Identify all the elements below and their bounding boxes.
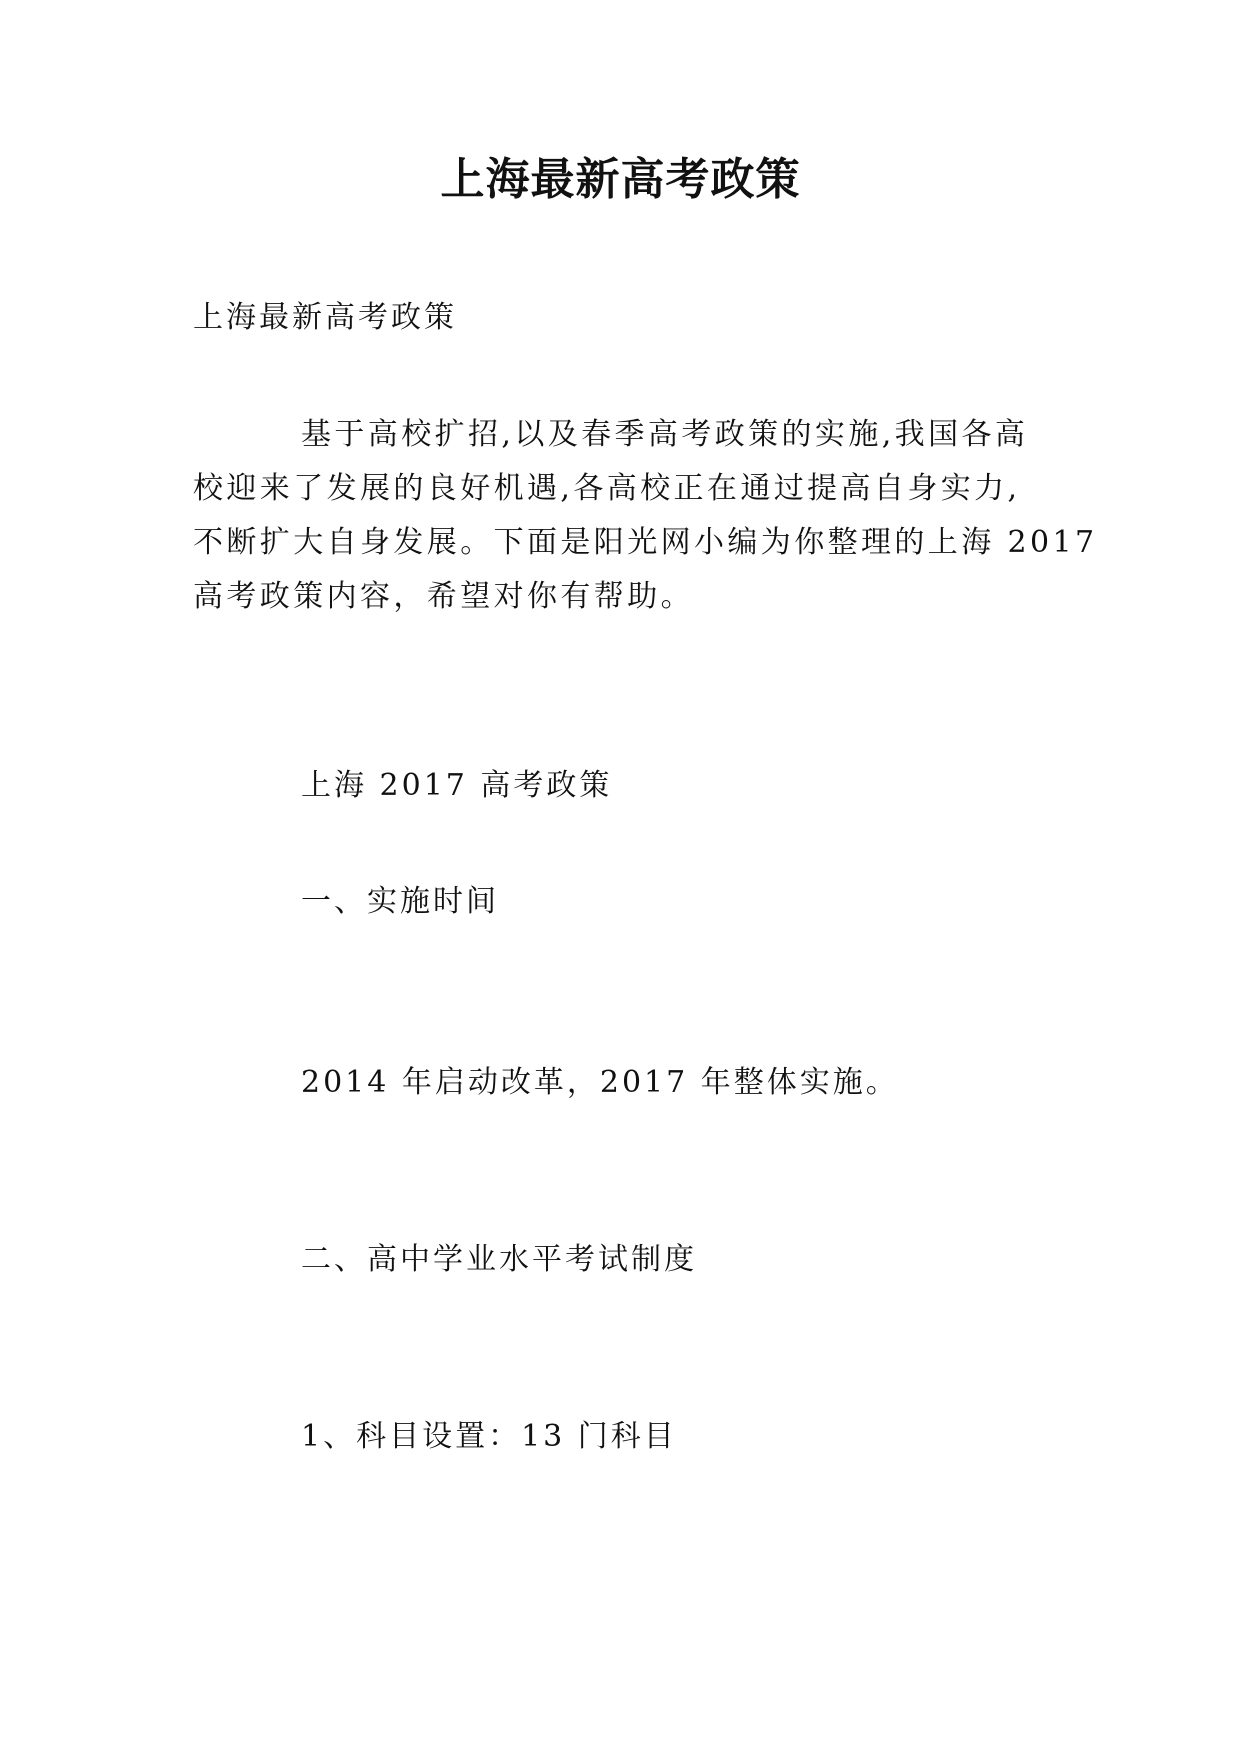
intro-line: 基于高校扩招,以及春季高考政策的实施,我国各高 — [301, 417, 1029, 452]
item-1-heading: 一、实施时间 — [301, 884, 499, 919]
section-heading: 上海 2017 高考政策 — [301, 768, 613, 803]
intro-line: 高考政策内容，希望对你有帮助。 — [193, 579, 694, 614]
item-1-body: 2014 年启动改革，2017 年整体实施。 — [301, 1065, 899, 1100]
intro-paragraph — [193, 408, 1098, 624]
intro-line: 校迎来了发展的良好机遇,各高校正在通过提高自身实力, — [193, 471, 1021, 506]
intro-line: 不断扩大自身发展。下面是阳光网小编为你整理的上海 2017 — [193, 525, 1098, 560]
document-subtitle: 上海最新高考政策 — [193, 300, 457, 335]
item-2-heading: 二、高中学业水平考试制度 — [301, 1242, 697, 1277]
item-2-sub-1: 1、科目设置：13 门科目 — [301, 1419, 677, 1454]
document-title: 上海最新高考政策 — [440, 154, 801, 205]
